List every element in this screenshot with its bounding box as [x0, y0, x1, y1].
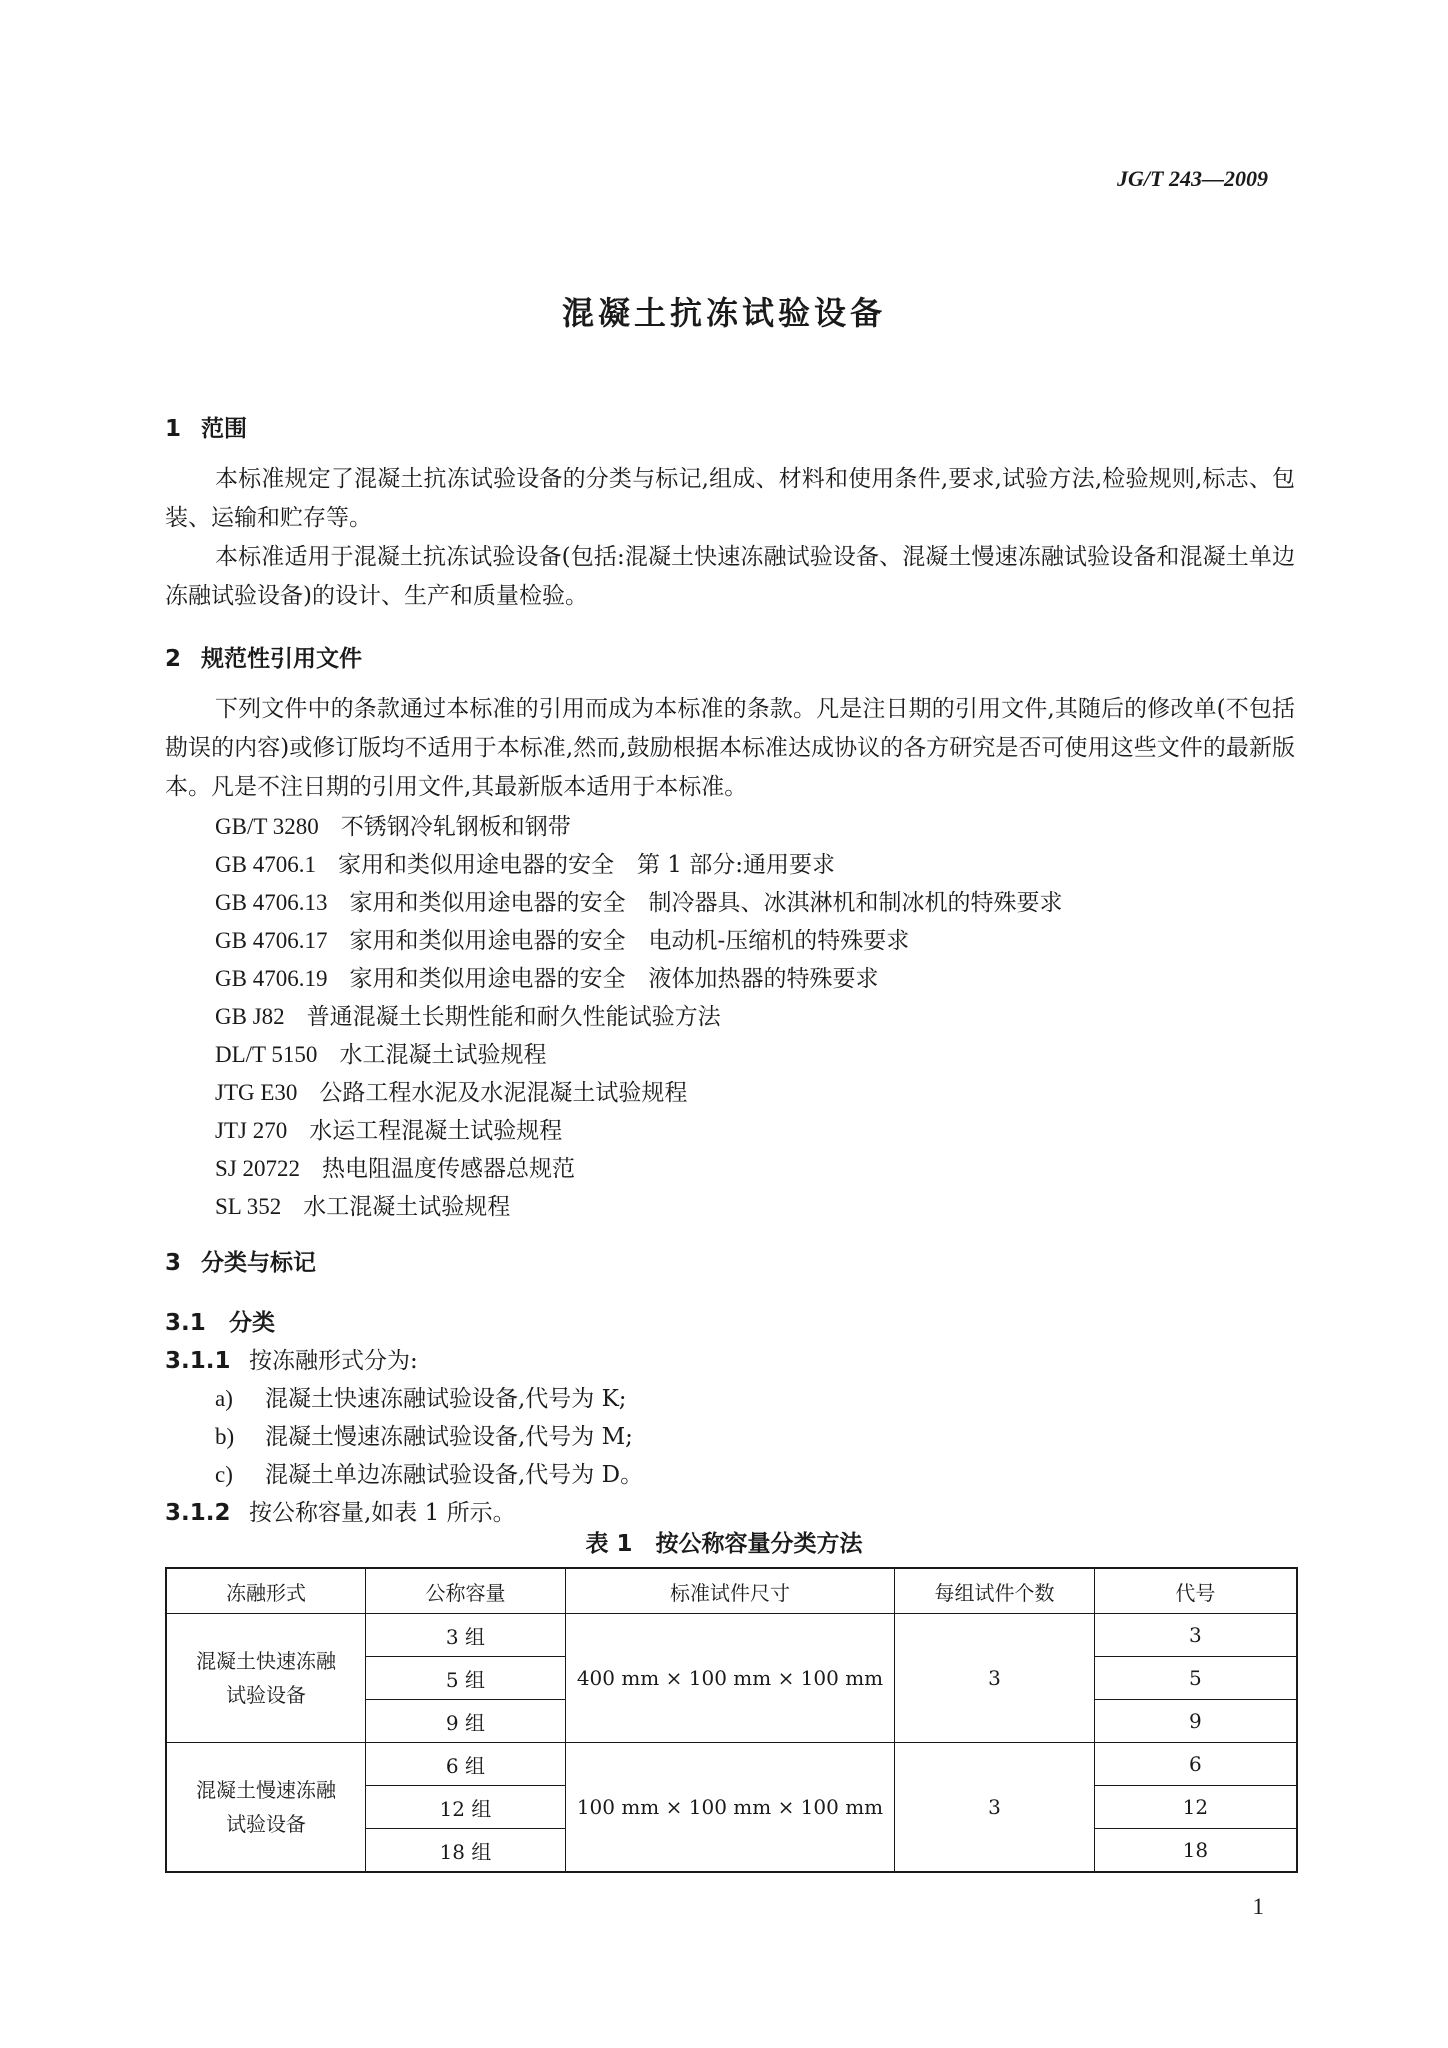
reference-code: GB 4706.13 [215, 890, 328, 915]
code-cell: 12 [1094, 1786, 1297, 1829]
subsection-title: 分类 [229, 1310, 275, 1336]
clause-text: 按冻融形式分为: [249, 1348, 418, 1374]
paragraph: 本标准适用于混凝土抗冻试验设备(包括:混凝土快速冻融试验设备、混凝土慢速冻融试验设备和混凝土单边冻融试验设备)的设计、生产和质量检验。 [165, 544, 1295, 609]
section-title: 规范性引用文件 [201, 646, 362, 672]
table-row [166, 1743, 1297, 1786]
reference-title: 热电阻温度传感器总规范 [322, 1156, 575, 1182]
code-cell: 5 [1094, 1657, 1297, 1700]
reference-code: GB J82 [215, 1004, 285, 1029]
column-header: 每组试件个数 [895, 1568, 1095, 1614]
reference-item [215, 1188, 510, 1221]
reference-title: 家用和类似用途电器的安全 第 1 部分:通用要求 [337, 852, 835, 878]
list-item [215, 1456, 643, 1489]
page-number: 1 [1252, 1894, 1264, 1919]
capacity-cell: 12 组 [366, 1786, 566, 1829]
section-title: 范围 [201, 416, 247, 442]
reference-title: 不锈钢冷轧钢板和钢带 [340, 814, 571, 840]
reference-code: GB 4706.19 [215, 966, 328, 991]
reference-title: 公路工程水泥及水泥混凝土试验规程 [319, 1080, 688, 1106]
list-item [215, 1418, 633, 1451]
reference-code: GB 4706.17 [215, 928, 328, 953]
specimen-size-cell: 100 mm × 100 mm × 100 mm [565, 1743, 894, 1873]
list-label: c) [215, 1462, 233, 1487]
reference-item [215, 998, 721, 1031]
table-header-row [166, 1568, 1297, 1614]
section-number: 1 [165, 416, 182, 442]
reference-code: SL 352 [215, 1194, 282, 1219]
capacity-cell: 3 组 [366, 1614, 566, 1657]
list-label: a) [215, 1386, 233, 1411]
capacity-cell: 9 组 [366, 1700, 566, 1743]
reference-code: DL/T 5150 [215, 1042, 318, 1067]
reference-code: GB/T 3280 [215, 814, 319, 839]
reference-item [215, 1036, 546, 1069]
clause-number: 3.1.1 [165, 1348, 231, 1374]
document-title: 混凝土抗冻试验设备 [561, 294, 886, 332]
reference-item [215, 960, 878, 993]
reference-title: 水工混凝土试验规程 [339, 1042, 547, 1068]
freeze-thaw-form-cell [166, 1614, 366, 1743]
reference-item [215, 1150, 575, 1183]
reference-code: JTG E30 [215, 1080, 298, 1105]
column-header: 冻融形式 [166, 1568, 366, 1614]
code-cell: 9 [1094, 1700, 1297, 1743]
reference-item [215, 846, 835, 879]
list-text: 混凝土快速冻融试验设备,代号为 K; [265, 1386, 627, 1412]
reference-title: 普通混凝土长期性能和耐久性能试验方法 [306, 1004, 721, 1030]
form-line: 试验设备 [226, 1683, 307, 1707]
reference-code: SJ 20722 [215, 1156, 300, 1181]
list-item [215, 1380, 627, 1413]
form-line: 试验设备 [226, 1812, 307, 1836]
reference-item [215, 808, 571, 841]
section-1-heading [165, 410, 247, 443]
reference-item [215, 884, 1062, 917]
classification-table [165, 1567, 1298, 1873]
column-header: 代号 [1094, 1568, 1297, 1614]
code-cell: 6 [1094, 1743, 1297, 1786]
reference-item [215, 1112, 562, 1145]
clause-text: 按公称容量,如表 1 所示。 [249, 1500, 516, 1526]
section-number: 2 [165, 646, 182, 672]
capacity-cell: 18 组 [366, 1829, 566, 1873]
code-cell: 18 [1094, 1829, 1297, 1873]
list-label: b) [215, 1424, 235, 1449]
list-text: 混凝土慢速冻融试验设备,代号为 M; [265, 1424, 633, 1450]
section-3-heading [165, 1244, 316, 1277]
reference-title: 家用和类似用途电器的安全 制冷器具、冰淇淋机和制冰机的特殊要求 [349, 890, 1063, 916]
form-line: 混凝土快速冻融 [196, 1649, 337, 1673]
form-line: 混凝土慢速冻融 [196, 1778, 337, 1802]
reference-item [215, 922, 909, 955]
column-header: 标准试件尺寸 [565, 1568, 894, 1614]
specimen-size-cell: 400 mm × 100 mm × 100 mm [565, 1614, 894, 1743]
subsection-3-1-heading [165, 1304, 275, 1337]
list-text: 混凝土单边冻融试验设备,代号为 D。 [265, 1462, 644, 1488]
table-row [166, 1614, 1297, 1657]
code-cell: 3 [1094, 1614, 1297, 1657]
reference-item [215, 1074, 687, 1107]
reference-title: 水运工程混凝土试验规程 [309, 1118, 563, 1144]
section-2-heading [165, 640, 362, 673]
clause-number: 3.1.2 [165, 1500, 231, 1526]
section-title: 分类与标记 [201, 1250, 316, 1276]
freeze-thaw-form-cell [166, 1743, 366, 1873]
table-caption: 表 1 按公称容量分类方法 [585, 1531, 863, 1557]
reference-code: GB 4706.1 [215, 852, 316, 877]
reference-title: 家用和类似用途电器的安全 电动机-压缩机的特殊要求 [349, 928, 910, 954]
capacity-cell: 5 组 [366, 1657, 566, 1700]
specimen-count-cell: 3 [895, 1614, 1095, 1743]
paragraph: 本标准规定了混凝土抗冻试验设备的分类与标记,组成、材料和使用条件,要求,试验方法,检验规则,标志、包装、运输和贮存等。 [165, 466, 1295, 531]
reference-code: JTJ 270 [215, 1118, 288, 1143]
clause-3-1-2 [165, 1494, 516, 1527]
paragraph: 下列文件中的条款通过本标准的引用而成为本标准的条款。凡是注日期的引用文件,其随后的修改单(不包括勘误的内容)或修订版均不适用于本标准,然而,鼓励根据本标准达成协议的各方研究是否可使用这些文件的最新版本。凡是不注日期的引用文件,其最新版本适用于本标准。 [165, 696, 1295, 800]
reference-title: 水工混凝土试验规程 [303, 1194, 511, 1220]
subsection-number: 3.1 [165, 1310, 206, 1336]
standard-code: JG/T 243—2009 [1117, 166, 1268, 191]
column-header: 公称容量 [366, 1568, 566, 1614]
capacity-cell: 6 组 [366, 1743, 566, 1786]
clause-3-1-1 [165, 1342, 418, 1375]
reference-title: 家用和类似用途电器的安全 液体加热器的特殊要求 [349, 966, 879, 992]
section-number: 3 [165, 1250, 182, 1276]
specimen-count-cell: 3 [895, 1743, 1095, 1873]
